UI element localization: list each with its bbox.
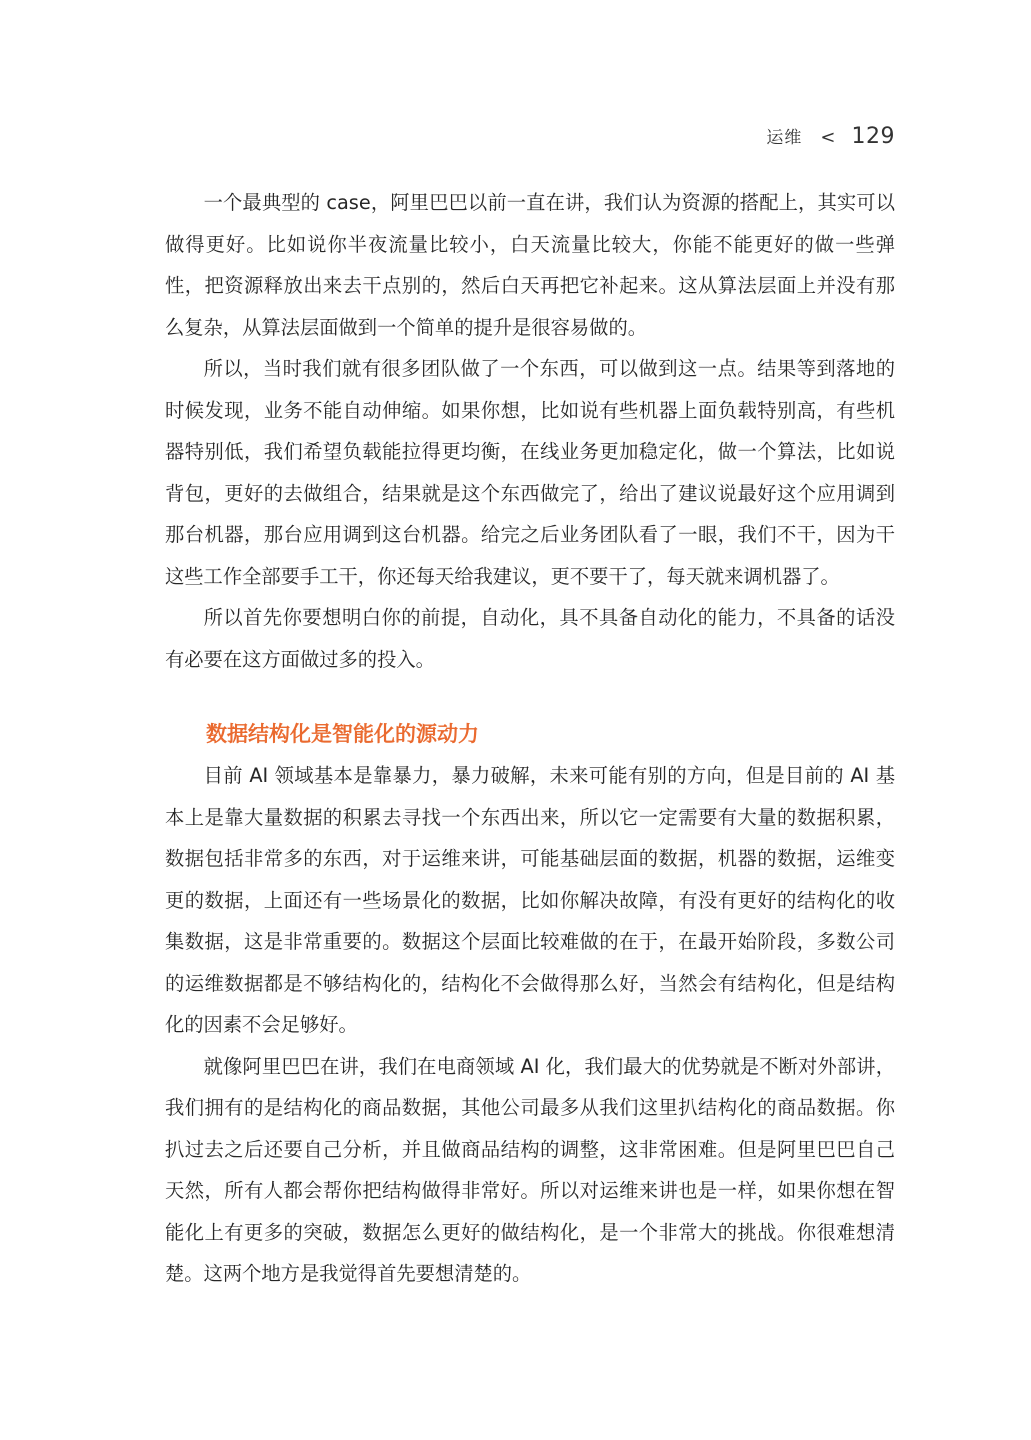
page-number: 129 bbox=[851, 124, 895, 149]
paragraph-typical-case: 一个最典型的 case，阿里巴巴以前一直在讲，我们认为资源的搭配上，其实可以做得更好。比如说你半夜流量比较小，白天流量比较大，你能不能更好的做一些弹性，把资源释放出来去干点别的，然后白天再把它补起来。这从算法层面上并没有那么复杂，从算法层面做到一个简单的提升是很容易做的。 bbox=[165, 191, 895, 339]
header-separator: < bbox=[820, 127, 836, 148]
paragraph-alibaba-example: 就像阿里巴巴在讲，我们在电商领域 AI 化，我们最大的优势就是不断对外部讲，我们拥有的是结构化的商品数据，其他公司最多从我们这里扒结构化的商品数据。你扒过去之后还要自己分析，并且做商品结构的调整，这非常困难。但是阿里巴巴自己天然，所有人都会帮你把结构做得非常好。所以对运维来讲也是一样，如果你想在智能化上有更多的突破，数据怎么更好的做结构化，是一个非常大的挑战。你很难想清楚。这两个地方是我觉得首先要想清楚的。 bbox=[165, 1054, 895, 1285]
paragraph-ai-data: 目前 AI 领域基本是靠暴力，暴力破解，未来可能有别的方向，但是目前的 AI 基本上是靠大量数据的积累去寻找一个东西出来，所以它一定需要有大量的数据积累，数据包括非常多的东西，对于运维来讲，可能基础层面的数据，机器的数据，运维变更的数据，上面还有一些场景化的数据，比如你解决故障，有没有更好的结构化的收集数据，这是非常重要的。数据这个层面比较难做的在于，在最开始阶段，多数公司的运维数据都是不够结构化的，结构化不会做得那么好，当然会有结构化，但是结构化的因素不会足够好。 bbox=[165, 764, 895, 1036]
section-title: 运维 bbox=[766, 128, 803, 148]
paragraph-team-experience: 所以，当时我们就有很多团队做了一个东西，可以做到这一点。结果等到落地的时候发现，业务不能自动伸缩。如果你想，比如说有些机器上面负载特别高，有些机器特别低，我们希望负载能拉得更均衡，在线业务更加稳定化，做一个算法，比如说背包，更好的去做组合，结果就是这个东西做完了，给出了建议说最好这个应用调到那台机器，那台应用调到这台机器。给完之后业务团队看了一眼，我们不干，因为干这些工作全部要手工干，你还每天给我建议，更不要干了，每天就来调机器了。 bbox=[165, 357, 895, 588]
running-header bbox=[766, 123, 895, 149]
paragraph-automation-premise: 所以首先你要想明白你的前提，自动化，具不具备自动化的能力，不具备的话没有必要在这方面做过多的投入。 bbox=[165, 606, 895, 671]
section-heading: 数据结构化是智能化的源动力 bbox=[206, 722, 479, 746]
page-content bbox=[165, 182, 895, 1295]
